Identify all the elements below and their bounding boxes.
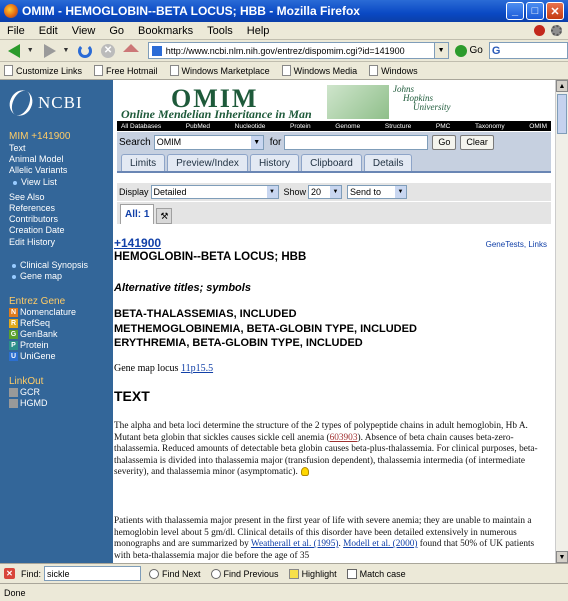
entrez-item-label: GenBank xyxy=(20,329,58,339)
throbber-icon xyxy=(551,25,562,36)
para2-text-b: . xyxy=(338,539,344,549)
reload-button[interactable] xyxy=(75,42,95,60)
page-content xyxy=(0,80,555,563)
for-label: for xyxy=(269,136,282,148)
menu-tools[interactable]: Tools xyxy=(207,24,233,37)
bookmark-free-hotmail[interactable] xyxy=(94,65,158,76)
status-text: Done xyxy=(4,587,26,598)
sidebar-section-links xyxy=(9,143,67,248)
dna-helix-icon xyxy=(6,87,37,120)
sidebar-link-see-also[interactable]: See Also xyxy=(9,191,45,202)
banner-image xyxy=(327,85,389,119)
search-input[interactable] xyxy=(284,135,428,150)
entrez-item-nomenclature[interactable] xyxy=(9,307,76,318)
back-arrow-icon xyxy=(8,44,20,58)
display-label: Display xyxy=(119,187,149,197)
throbber xyxy=(534,25,562,36)
entrez-item-refseq[interactable] xyxy=(9,318,76,329)
nav-taxonomy[interactable]: Taxonomy xyxy=(475,122,505,130)
alternative-titles-list xyxy=(114,307,417,351)
linkout-item-label: HGMD xyxy=(20,398,48,408)
lightbulb-icon[interactable] xyxy=(301,467,309,476)
page-icon xyxy=(4,65,13,76)
highlight-button[interactable] xyxy=(289,569,337,579)
sidebar-link-gene-map[interactable]: Gene map xyxy=(9,271,88,282)
text-section-heading: TEXT xyxy=(114,388,150,404)
bookmark-label: Windows Marketplace xyxy=(181,65,270,76)
jh-line: Johns xyxy=(393,84,414,94)
chevron-down-icon: ▼ xyxy=(251,136,263,149)
entrez-item-unigene[interactable] xyxy=(9,351,76,362)
vertical-scrollbar[interactable] xyxy=(555,80,568,563)
database-select-value: OMIM xyxy=(156,137,182,147)
bookmark-windows-media[interactable] xyxy=(282,65,358,76)
chevron-down-icon: ▼ xyxy=(395,186,406,198)
menu-file[interactable]: File xyxy=(7,24,25,37)
find-label: Find: xyxy=(21,568,42,579)
bookmark-label: Free Hotmail xyxy=(106,65,158,76)
back-dropdown-icon[interactable]: ▼ xyxy=(26,47,34,54)
nav-structure[interactable]: Structure xyxy=(384,122,412,130)
bookmark-label: Customize Links xyxy=(16,65,83,76)
hgmd-icon xyxy=(9,399,18,408)
sidebar-link-contributors[interactable]: Contributors xyxy=(9,214,59,225)
tab-clipboard[interactable]: Clipboard xyxy=(301,154,362,171)
entry-id-link[interactable]: +141900 xyxy=(114,236,162,250)
scroll-up-icon[interactable]: ▲ xyxy=(556,80,568,92)
entry-title: HEMOGLOBIN--BETA LOCUS; HBB xyxy=(114,251,307,263)
stop-indicator-icon xyxy=(534,25,545,36)
menu-bookmarks[interactable]: Bookmarks xyxy=(138,24,194,37)
jh-line: University xyxy=(413,102,451,112)
protein-icon: P xyxy=(9,341,18,350)
google-icon: G xyxy=(491,44,501,57)
tab-history[interactable]: History xyxy=(250,154,299,171)
tab-all-results[interactable]: All: 1 xyxy=(120,204,154,224)
entrez-item-protein[interactable] xyxy=(9,340,76,351)
menu-view[interactable]: View xyxy=(71,24,96,37)
maximize-button[interactable]: □ xyxy=(526,2,544,20)
ncbi-logo-text: NCBI xyxy=(38,93,83,112)
find-input[interactable] xyxy=(44,566,141,581)
go-button[interactable] xyxy=(455,45,483,57)
find-previous-label: Find Previous xyxy=(223,568,279,579)
close-find-bar-icon[interactable]: ✕ xyxy=(4,568,15,579)
sidebar-link-animal-model[interactable]: Animal Model xyxy=(9,154,64,165)
home-icon xyxy=(123,44,139,52)
forward-button[interactable] xyxy=(40,42,60,60)
search-clear-button[interactable]: Clear xyxy=(460,135,494,150)
find-previous-icon xyxy=(211,569,221,579)
para2-text-c: found that 50% of UK patients with beta-thalassemia major die before the age of 35 xyxy=(114,539,535,561)
menu-edit[interactable]: Edit xyxy=(38,24,58,37)
para1-text-b: ). Absence of beta chain causes beta-zero-thalassemia. Reduced amounts of detectable beta globin causes beta-plus-thalassemia. For clinical purposes, beta-thalassemia is divided into thalassemia major (transfusion dependent), thalassemia intermedia (of intermediate severity), and thalassemia minor (asymptomatic). xyxy=(114,432,538,477)
display-mode-value: Detailed xyxy=(153,187,187,197)
omim-subtitle: Online Mendelian Inheritance in Man xyxy=(121,107,312,121)
linkout-item-gcr[interactable] xyxy=(9,387,48,398)
firefox-icon xyxy=(4,4,18,18)
tab-details[interactable]: Details xyxy=(364,154,413,171)
search-go-button[interactable]: Go xyxy=(432,135,456,150)
tab-preview-index[interactable]: Preview/Index xyxy=(167,154,248,171)
refseq-icon: R xyxy=(10,320,17,327)
sidebar-link-view-list[interactable]: View List xyxy=(9,177,67,188)
show-label: Show xyxy=(283,187,307,197)
scroll-thumb[interactable] xyxy=(557,94,567,134)
entrez-item-label: Protein xyxy=(20,340,49,350)
sidebar-synopsis-links xyxy=(9,260,88,282)
display-controls xyxy=(117,183,551,201)
close-button[interactable]: ✕ xyxy=(546,2,564,20)
paragraph-2 xyxy=(114,516,548,562)
entrez-item-genbank[interactable] xyxy=(9,329,76,340)
find-bar xyxy=(0,563,568,583)
alt-title-item: BETA-THALASSEMIAS, INCLUDED xyxy=(114,308,297,320)
page-icon xyxy=(94,65,103,76)
send-to-value: Send to xyxy=(350,187,382,197)
para1-text-a: The alpha and beta loci determine the structure of the 2 types of polypeptide chains in adult hemoglobin, Hb A. Mutant beta globin that sickles causes sickle cell anemia ( xyxy=(114,421,528,443)
chevron-down-icon: ▼ xyxy=(330,186,341,198)
linkout-heading[interactable]: LinkOut xyxy=(9,376,44,387)
mim-id-label: MIM +141900 xyxy=(9,131,71,142)
entrez-item-label: UniGene xyxy=(20,351,56,361)
display-mode-select[interactable] xyxy=(151,185,279,199)
send-to-select[interactable] xyxy=(347,185,407,199)
database-select[interactable] xyxy=(154,135,264,150)
bookmark-label: Windows Media xyxy=(293,65,358,76)
reload-icon xyxy=(78,44,92,58)
sidebar-link-text[interactable]: Text xyxy=(9,143,26,153)
nomenclature-icon: N xyxy=(10,309,17,316)
mim-ref-link[interactable]: 603903 xyxy=(329,432,358,443)
paragraph-1 xyxy=(114,421,548,479)
find-next-button[interactable] xyxy=(149,569,201,579)
genetests-links[interactable]: GeneTests, Links xyxy=(485,240,547,249)
linkout-item-hgmd[interactable] xyxy=(9,398,48,409)
stop-icon: ✕ xyxy=(101,44,115,58)
go-label: Go xyxy=(469,45,483,56)
unigene-icon: U xyxy=(10,353,17,360)
sidebar-link-creation-date[interactable]: Creation Date xyxy=(9,225,65,236)
nav-nucleotide[interactable]: Nucleotide xyxy=(234,122,266,130)
bookmark-customize-links[interactable] xyxy=(4,65,82,76)
search-engine-box[interactable] xyxy=(489,42,568,59)
johns-hopkins-logo xyxy=(393,85,451,112)
site-favicon-icon xyxy=(152,46,162,56)
entrez-database-nav xyxy=(117,121,551,131)
menu-bar xyxy=(0,22,568,40)
sidebar-link-allelic-variants[interactable]: Allelic Variants xyxy=(9,165,68,176)
home-button[interactable] xyxy=(121,42,141,60)
omim-banner[interactable] xyxy=(117,85,551,121)
forward-dropdown-icon[interactable]: ▼ xyxy=(62,47,70,54)
nav-protein[interactable]: Protein xyxy=(290,122,311,130)
find-next-label: Find Next xyxy=(162,568,201,579)
alt-title-item: METHEMOGLOBINEMIA, BETA-GLOBIN TYPE, INCLUDED xyxy=(114,322,417,335)
nav-pubmed[interactable]: PubMed xyxy=(185,122,210,130)
genbank-icon: G xyxy=(10,331,17,338)
nav-pmc[interactable]: PMC xyxy=(435,122,451,130)
weatherall-ref-link[interactable]: Weatherall et al. (1995) xyxy=(250,539,339,549)
locus-link[interactable]: 11p15.5 xyxy=(180,363,214,374)
menu-help[interactable]: Help xyxy=(246,24,270,37)
bookmark-windows-marketplace[interactable] xyxy=(170,65,270,76)
back-button[interactable] xyxy=(4,42,24,60)
forward-arrow-icon xyxy=(44,44,56,58)
modell-ref-link[interactable]: Modell et al. (2000) xyxy=(343,539,418,549)
ncbi-sidebar xyxy=(0,80,113,563)
entrez-item-label: Nomenclature xyxy=(20,307,77,317)
find-previous-button[interactable] xyxy=(211,569,279,579)
sidebar-linkout xyxy=(9,376,48,409)
search-row xyxy=(117,132,551,152)
search-label: Search xyxy=(119,136,151,148)
go-arrow-icon xyxy=(455,45,467,57)
bookmark-windows[interactable] xyxy=(369,65,418,76)
find-next-icon xyxy=(149,569,159,579)
alternative-titles-heading: Alternative titles; symbols xyxy=(114,282,251,294)
gcr-icon xyxy=(9,388,18,397)
bookmarks-toolbar xyxy=(0,62,568,80)
linkout-item-label: GCR xyxy=(20,387,40,397)
stop-button[interactable] xyxy=(98,42,118,60)
main-column xyxy=(113,80,555,563)
entrez-tabs xyxy=(117,152,551,173)
show-count-select[interactable] xyxy=(308,185,342,199)
page-icon xyxy=(282,65,291,76)
tab-limits[interactable]: Limits xyxy=(121,154,165,171)
menu-go[interactable]: Go xyxy=(109,24,125,37)
bookmark-label: Windows xyxy=(381,65,418,76)
filter-tool-icon[interactable]: ⚒ xyxy=(156,208,172,224)
sidebar-entrez-gene xyxy=(9,296,76,362)
scroll-down-icon[interactable]: ▼ xyxy=(556,551,568,563)
jh-line: Hopkins xyxy=(403,93,433,103)
para2-text-a: Patients with thalassemia major present in the first year of life with severe anemia; they are unable to maintain a hemoglobin level about 5 gm/dl. Clinical details of this disorder have been detailed extensively in numerous monographs and are summarized by xyxy=(114,516,532,549)
nav-all-databases[interactable]: All Databases xyxy=(121,122,162,130)
results-tab-row xyxy=(117,202,551,224)
minimize-button[interactable]: _ xyxy=(506,2,524,20)
nav-omim[interactable]: OMIM xyxy=(529,122,547,130)
entrez-item-label: RefSeq xyxy=(20,318,51,328)
sidebar-link-references[interactable]: References xyxy=(9,203,56,214)
highlighter-icon xyxy=(289,569,299,579)
page-icon xyxy=(369,65,378,76)
chevron-down-icon: ▼ xyxy=(267,186,278,198)
omim-logo-text: OMIM xyxy=(171,84,259,113)
sidebar-link-clinical-synopsis[interactable]: Clinical Synopsis xyxy=(9,260,88,271)
ncbi-logo[interactable] xyxy=(10,88,106,118)
nav-genome[interactable]: Genome xyxy=(335,122,361,130)
page-icon xyxy=(170,65,179,76)
sidebar-link-edit-history[interactable]: Edit History xyxy=(9,236,56,247)
status-bar xyxy=(0,583,568,601)
url-input[interactable] xyxy=(166,46,434,56)
highlight-label: Highlight xyxy=(301,568,337,579)
url-bar[interactable] xyxy=(148,42,435,59)
url-dropdown-icon[interactable]: ▼ xyxy=(435,42,449,59)
window-title: OMIM - HEMOGLOBIN--BETA LOCUS; HBB - Mozilla Firefox xyxy=(22,4,360,18)
checkbox-icon xyxy=(347,569,357,579)
match-case-label: Match case xyxy=(359,568,406,579)
entrez-gene-heading[interactable]: Entrez Gene xyxy=(9,296,66,307)
alt-title-item: ERYTHREMIA, BETA-GLOBIN TYPE, INCLUDED xyxy=(114,337,363,349)
match-case-checkbox[interactable] xyxy=(347,569,406,579)
show-count-value: 20 xyxy=(311,187,322,197)
locus-label: Gene map locus xyxy=(114,363,179,374)
gene-map-locus xyxy=(114,363,213,374)
window-titlebar xyxy=(0,0,568,22)
navigation-toolbar xyxy=(0,40,568,62)
